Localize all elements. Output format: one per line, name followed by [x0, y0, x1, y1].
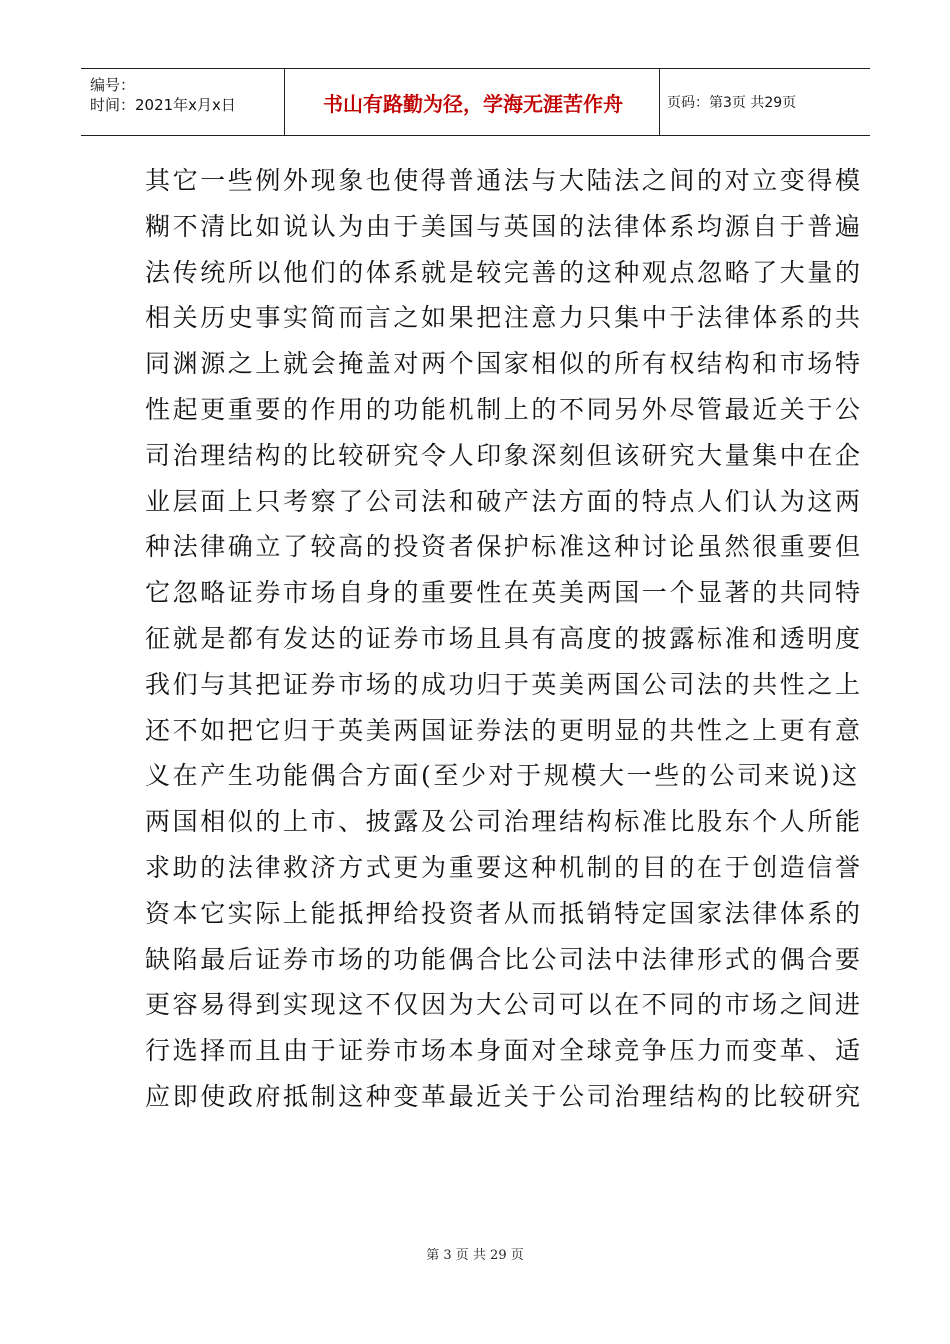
document-number-label: 编号：	[90, 76, 136, 94]
body-text-line: 应即使政府抵制这种变革最近关于公司治理结构的比较研究	[145, 1081, 863, 1111]
body-text-line: 征就是都有发达的证券市场且具有高度的披露标准和透明度	[145, 623, 863, 653]
document-date-label: 时间：2021年x月x日	[90, 96, 236, 114]
body-text-line: 性起更重要的作用的功能机制上的不同另外尽管最近关于公	[145, 394, 863, 424]
body-text-line: 更容易得到实现这不仅因为大公司可以在不同的市场之间进	[145, 990, 863, 1020]
body-text-line: 缺陷最后证券市场的功能偶合比公司法中法律形式的偶合要	[145, 944, 863, 974]
body-text-line: 两国相似的上市、披露及公司治理结构标准比股东个人所能	[145, 807, 863, 837]
header-motto: 书山有路勤为径，学海无涯苦作舟	[323, 91, 623, 116]
body-text-line: 资本它实际上能抵押给投资者从而抵销特定国家法律体系的	[145, 898, 863, 928]
body-text-line: 法传统所以他们的体系就是较完善的这种观点忽略了大量的	[145, 257, 863, 287]
body-text-line: 相关历史事实简而言之如果把注意力只集中于法律体系的共	[145, 303, 863, 333]
body-text-line: 业层面上只考察了公司法和破产法方面的特点人们认为这两	[145, 486, 863, 516]
body-text-line: 义在产生功能偶合方面(至少对于规模大一些的公司来说)这	[145, 761, 860, 791]
body-text-line: 其它一些例外现象也使得普通法与大陆法之间的对立变得模	[145, 166, 863, 195]
body-text-line: 它忽略证券市场自身的重要性在英美两国一个显著的共同特	[145, 578, 863, 608]
body-text-line: 司治理结构的比较研究令人印象深刻但该研究大量集中在企	[145, 440, 863, 470]
body-text-line: 还不如把它归于英美两国证券法的更明显的共性之上更有意	[145, 715, 863, 745]
body-text-line: 糊不清比如说认为由于美国与英国的法律体系均源自于普遍	[145, 211, 863, 241]
body-text-line: 求助的法律救济方式更为重要这种机制的目的在于创造信誉	[145, 852, 863, 882]
header-page-code: 页码：第3页 共29页	[667, 95, 797, 111]
body-text-line: 同渊源之上就会掩盖对两个国家相似的所有权结构和市场特	[145, 349, 863, 379]
body-text-line: 种法律确立了较高的投资者保护标准这种讨论虽然很重要但	[145, 532, 863, 562]
header-divider	[284, 69, 285, 135]
body-text-line: 行选择而且由于证券市场本身面对全球竞争压力而变革、适	[145, 1036, 863, 1066]
page-footer: 第 3 页 共 29 页	[426, 1248, 524, 1263]
body-text-line: 我们与其把证券市场的成功归于英美两国公司法的共性之上	[145, 669, 863, 699]
document-header	[81, 68, 870, 136]
document-body	[145, 158, 863, 1120]
